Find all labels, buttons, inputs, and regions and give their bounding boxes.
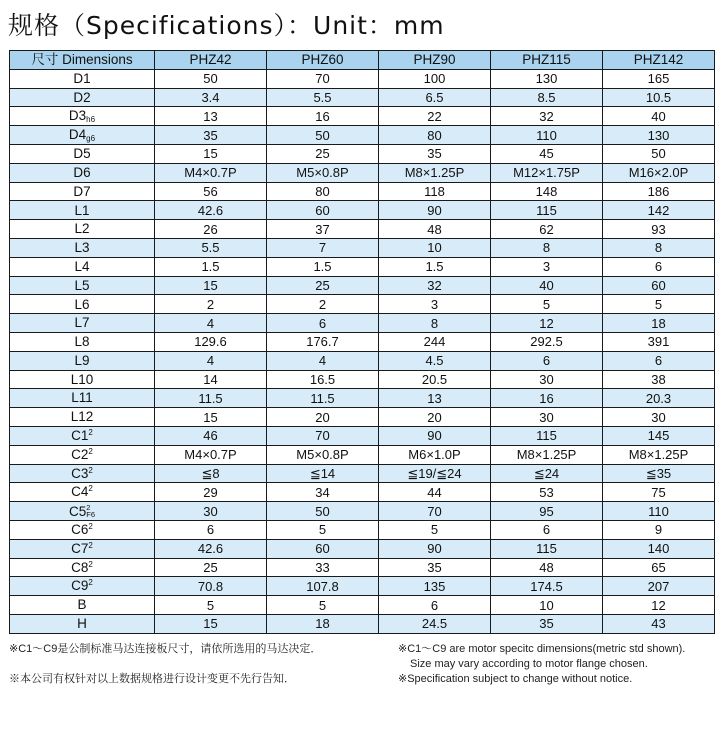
- table-cell: 26: [155, 220, 267, 239]
- table-cell: 24.5: [379, 614, 491, 633]
- table-cell: 50: [155, 69, 267, 88]
- table-cell: M12×1.75P: [491, 163, 603, 182]
- table-cell: 292.5: [491, 332, 603, 351]
- row-label-main: L6: [74, 296, 90, 312]
- table-cell: 100: [379, 69, 491, 88]
- row-label: [10, 577, 155, 596]
- table-cell: 25: [267, 144, 379, 163]
- table-row: [10, 408, 715, 427]
- row-label-main: B: [77, 597, 87, 613]
- column-header-phz115: PHZ115: [491, 51, 603, 70]
- table-cell: ≦19/≦24: [379, 464, 491, 483]
- table-cell: 12: [603, 596, 715, 615]
- table-cell: 90: [379, 539, 491, 558]
- row-label-main: C1: [71, 428, 89, 444]
- row-label-main: L2: [74, 221, 90, 237]
- table-row: [10, 107, 715, 126]
- table-cell: 40: [491, 276, 603, 295]
- table-cell: 2: [155, 295, 267, 314]
- table-cell: ≦14: [267, 464, 379, 483]
- note-motor-plate-en: ※C1～C9 are motor specitc dimensions(metric std shown).: [398, 643, 686, 655]
- table-cell: 60: [603, 276, 715, 295]
- table-row: [10, 295, 715, 314]
- table-cell: 110: [491, 126, 603, 145]
- table-cell: M6×1.0P: [379, 445, 491, 464]
- table-cell: 25: [155, 558, 267, 577]
- row-label-main: L3: [74, 240, 90, 256]
- table-cell: 10: [491, 596, 603, 615]
- row-label-main: D3: [68, 107, 87, 123]
- table-cell: 56: [155, 182, 267, 201]
- table-cell: 90: [379, 426, 491, 445]
- row-label: [10, 370, 155, 389]
- row-label: [10, 107, 155, 126]
- table-cell: 18: [267, 614, 379, 633]
- row-label: [10, 182, 155, 201]
- row-label-main: L1: [74, 202, 90, 218]
- row-label-main: C9: [71, 578, 89, 594]
- row-label-main: D5: [73, 146, 91, 162]
- table-cell: 3: [379, 295, 491, 314]
- row-label-main: L11: [71, 390, 93, 406]
- row-label-main: C7: [71, 540, 89, 556]
- table-cell: M5×0.8P: [267, 163, 379, 182]
- table-cell: 118: [379, 182, 491, 201]
- row-label-main: L12: [70, 409, 94, 425]
- table-cell: 130: [491, 69, 603, 88]
- row-label: [10, 502, 155, 521]
- table-row: [10, 370, 715, 389]
- table-cell: M8×1.25P: [379, 163, 491, 182]
- row-label: [10, 408, 155, 427]
- table-cell: 2: [267, 295, 379, 314]
- table-cell: 70: [267, 426, 379, 445]
- table-cell: 15: [155, 614, 267, 633]
- table-cell: 115: [491, 201, 603, 220]
- row-label: [10, 351, 155, 370]
- table-row: [10, 257, 715, 276]
- table-cell: 10: [379, 238, 491, 257]
- table-cell: ≦24: [491, 464, 603, 483]
- row-label: [10, 314, 155, 333]
- table-cell: 4: [267, 351, 379, 370]
- table-cell: 30: [603, 408, 715, 427]
- table-cell: 60: [267, 201, 379, 220]
- row-label-superscript: 2: [88, 578, 93, 588]
- row-label-main: C4: [71, 484, 89, 500]
- table-cell: 5: [267, 520, 379, 539]
- table-cell: 5: [491, 295, 603, 314]
- table-cell: 33: [267, 558, 379, 577]
- table-cell: 20: [267, 408, 379, 427]
- row-label: [10, 126, 155, 145]
- table-cell: 20.3: [603, 389, 715, 408]
- row-label-main: L8: [74, 334, 90, 350]
- table-cell: 6: [379, 596, 491, 615]
- row-label-superscript: 2: [86, 502, 91, 512]
- table-cell: 6: [603, 257, 715, 276]
- table-cell: 129.6: [155, 332, 267, 351]
- row-label: [10, 539, 155, 558]
- row-label-main: L7: [74, 315, 90, 331]
- row-label-main: D4: [68, 126, 87, 142]
- table-cell: 14: [155, 370, 267, 389]
- table-cell: 165: [603, 69, 715, 88]
- table-cell: 5: [603, 295, 715, 314]
- row-label: [10, 520, 155, 539]
- table-cell: 6: [155, 520, 267, 539]
- row-label: [10, 558, 155, 577]
- row-label-main: D1: [73, 70, 91, 86]
- row-label: [10, 257, 155, 276]
- table-cell: 8: [491, 238, 603, 257]
- row-label: [10, 220, 155, 239]
- table-cell: 20: [379, 408, 491, 427]
- table-cell: 35: [379, 558, 491, 577]
- table-cell: 5: [379, 520, 491, 539]
- table-cell: 22: [379, 107, 491, 126]
- table-cell: 1.5: [267, 257, 379, 276]
- table-row: [10, 163, 715, 182]
- row-label: [10, 614, 155, 633]
- table-cell: 70.8: [155, 577, 267, 596]
- table-cell: 25: [267, 276, 379, 295]
- table-row: [10, 426, 715, 445]
- row-label-main: L5: [74, 277, 90, 293]
- row-label-main: L4: [74, 258, 90, 274]
- table-cell: 186: [603, 182, 715, 201]
- table-cell: 148: [491, 182, 603, 201]
- table-cell: 42.6: [155, 539, 267, 558]
- table-cell: 32: [379, 276, 491, 295]
- table-row: [10, 389, 715, 408]
- table-cell: M4×0.7P: [155, 163, 267, 182]
- row-label-main: C5: [68, 503, 87, 519]
- table-row: [10, 558, 715, 577]
- row-label: [10, 483, 155, 502]
- table-cell: 18: [603, 314, 715, 333]
- table-cell: 6: [267, 314, 379, 333]
- table-cell: 130: [603, 126, 715, 145]
- row-label-superscript: 2: [88, 559, 93, 569]
- row-label-main: C6: [71, 522, 89, 538]
- row-label-superscript: 2: [88, 540, 93, 550]
- row-label-main: L9: [74, 352, 90, 368]
- row-label-main: C2: [71, 446, 89, 462]
- table-cell: 44: [379, 483, 491, 502]
- row-label: [10, 389, 155, 408]
- table-cell: 80: [379, 126, 491, 145]
- table-cell: 16: [491, 389, 603, 408]
- table-cell: 10.5: [603, 88, 715, 107]
- table-cell: 40: [603, 107, 715, 126]
- table-cell: 75: [603, 483, 715, 502]
- table-cell: 145: [603, 426, 715, 445]
- note-motor-plate-cn: ※C1～C9是公制标准马达连接板尺寸，请依所选用的马达决定．: [9, 643, 322, 655]
- table-cell: 29: [155, 483, 267, 502]
- table-cell: 4: [155, 351, 267, 370]
- table-cell: 9: [603, 520, 715, 539]
- column-header-dimensions: 尺寸 Dimensions: [10, 51, 155, 70]
- table-row: [10, 464, 715, 483]
- column-header-phz142: PHZ142: [603, 51, 715, 70]
- row-label: [10, 144, 155, 163]
- table-row: [10, 314, 715, 333]
- table-cell: 80: [267, 182, 379, 201]
- table-cell: 37: [267, 220, 379, 239]
- table-cell: 13: [379, 389, 491, 408]
- table-cell: 38: [603, 370, 715, 389]
- table-cell: 6: [491, 520, 603, 539]
- table-cell: 13: [155, 107, 267, 126]
- table-cell: 115: [491, 426, 603, 445]
- table-cell: 45: [491, 144, 603, 163]
- column-header-phz60: PHZ60: [267, 51, 379, 70]
- table-cell: 16: [267, 107, 379, 126]
- table-row: [10, 520, 715, 539]
- row-label: [10, 88, 155, 107]
- row-label-subscript: F6: [86, 509, 96, 519]
- column-header-phz90: PHZ90: [379, 51, 491, 70]
- table-cell: ≦8: [155, 464, 267, 483]
- table-cell: 20.5: [379, 370, 491, 389]
- row-label: [10, 426, 155, 445]
- table-cell: 50: [267, 126, 379, 145]
- table-cell: 32: [491, 107, 603, 126]
- table-cell: 46: [155, 426, 267, 445]
- note-change-en: ※Specification subject to change without notice.: [398, 673, 633, 685]
- table-cell: 4.5: [379, 351, 491, 370]
- table-row: [10, 445, 715, 464]
- row-label: [10, 464, 155, 483]
- table-cell: 53: [491, 483, 603, 502]
- row-label: [10, 238, 155, 257]
- table-cell: 70: [379, 502, 491, 521]
- table-cell: 8: [603, 238, 715, 257]
- table-cell: 244: [379, 332, 491, 351]
- table-cell: 15: [155, 276, 267, 295]
- table-cell: 6: [603, 351, 715, 370]
- table-cell: 1.5: [379, 257, 491, 276]
- table-cell: 43: [603, 614, 715, 633]
- table-cell: 142: [603, 201, 715, 220]
- row-label-subscript: h6: [86, 114, 96, 124]
- table-cell: 5: [155, 596, 267, 615]
- table-cell: 107.8: [267, 577, 379, 596]
- table-cell: 65: [603, 558, 715, 577]
- table-row: [10, 182, 715, 201]
- table-cell: 48: [379, 220, 491, 239]
- table-row: [10, 596, 715, 615]
- table-cell: 48: [491, 558, 603, 577]
- row-label-main: C3: [71, 465, 89, 481]
- table-cell: 15: [155, 408, 267, 427]
- table-cell: 11.5: [267, 389, 379, 408]
- table-cell: 60: [267, 539, 379, 558]
- table-row: [10, 126, 715, 145]
- specifications-table: [9, 50, 715, 634]
- table-cell: 5.5: [267, 88, 379, 107]
- row-label-subscript: g6: [86, 133, 96, 143]
- table-cell: 174.5: [491, 577, 603, 596]
- table-cell: 11.5: [155, 389, 267, 408]
- row-label: [10, 445, 155, 464]
- table-cell: 90: [379, 201, 491, 220]
- row-label-superscript: 2: [88, 484, 93, 494]
- table-cell: 93: [603, 220, 715, 239]
- row-label-superscript: 2: [88, 428, 93, 438]
- table-row: [10, 539, 715, 558]
- table-cell: 30: [491, 370, 603, 389]
- row-label-superscript: 2: [88, 522, 93, 532]
- table-row: [10, 502, 715, 521]
- row-label-main: D2: [73, 89, 91, 105]
- note-flange-en: Size may vary according to motor flange chosen.: [410, 658, 648, 670]
- row-label: [10, 332, 155, 351]
- table-cell: 3.4: [155, 88, 267, 107]
- table-cell: 4: [155, 314, 267, 333]
- table-cell: M5×0.8P: [267, 445, 379, 464]
- table-cell: 12: [491, 314, 603, 333]
- column-header-phz42: PHZ42: [155, 51, 267, 70]
- table-cell: 3: [491, 257, 603, 276]
- table-cell: 135: [379, 577, 491, 596]
- table-cell: M8×1.25P: [603, 445, 715, 464]
- row-label-main: D6: [73, 164, 91, 180]
- table-cell: 115: [491, 539, 603, 558]
- table-row: [10, 614, 715, 633]
- table-cell: 207: [603, 577, 715, 596]
- row-label-main: D7: [73, 183, 91, 199]
- row-label: [10, 163, 155, 182]
- table-cell: 70: [267, 69, 379, 88]
- table-cell: M8×1.25P: [491, 445, 603, 464]
- table-cell: 110: [603, 502, 715, 521]
- table-row: [10, 351, 715, 370]
- table-cell: M4×0.7P: [155, 445, 267, 464]
- table-cell: 1.5: [155, 257, 267, 276]
- table-header-row: [10, 51, 715, 70]
- table-cell: 42.6: [155, 201, 267, 220]
- row-label: [10, 201, 155, 220]
- table-row: [10, 69, 715, 88]
- row-label: [10, 295, 155, 314]
- table-cell: 6: [491, 351, 603, 370]
- page-title: 规格（Specifications）：Unit：mm: [8, 11, 445, 40]
- table-cell: 35: [379, 144, 491, 163]
- table-row: [10, 220, 715, 239]
- table-row: [10, 238, 715, 257]
- table-row: [10, 276, 715, 295]
- row-label: [10, 276, 155, 295]
- table-cell: 30: [155, 502, 267, 521]
- table-cell: 34: [267, 483, 379, 502]
- table-body: [10, 69, 715, 633]
- table-cell: 30: [491, 408, 603, 427]
- table-cell: 15: [155, 144, 267, 163]
- table-cell: 35: [491, 614, 603, 633]
- table-cell: 50: [267, 502, 379, 521]
- row-label-main: L10: [70, 371, 94, 387]
- table-cell: ≦35: [603, 464, 715, 483]
- table-row: [10, 577, 715, 596]
- table-cell: 95: [491, 502, 603, 521]
- row-label-main: C8: [71, 559, 89, 575]
- row-label-superscript: 2: [88, 465, 93, 475]
- table-row: [10, 144, 715, 163]
- table-cell: 140: [603, 539, 715, 558]
- table-cell: 176.7: [267, 332, 379, 351]
- table-row: [10, 332, 715, 351]
- table-row: [10, 88, 715, 107]
- table-cell: M16×2.0P: [603, 163, 715, 182]
- table-cell: 5.5: [155, 238, 267, 257]
- table-cell: 50: [603, 144, 715, 163]
- note-change-cn: ※本公司有权针对以上数据规格进行设计变更不先行告知．: [9, 673, 295, 685]
- row-label: [10, 69, 155, 88]
- table-row: [10, 201, 715, 220]
- table-cell: 6.5: [379, 88, 491, 107]
- row-label-superscript-subscript: [86, 504, 95, 518]
- table-cell: 8.5: [491, 88, 603, 107]
- table-cell: 16.5: [267, 370, 379, 389]
- row-label-superscript: 2: [88, 446, 93, 456]
- table-cell: 8: [379, 314, 491, 333]
- row-label-main: H: [77, 616, 87, 632]
- table-cell: 35: [155, 126, 267, 145]
- table-cell: 391: [603, 332, 715, 351]
- table-row: [10, 483, 715, 502]
- table-cell: 62: [491, 220, 603, 239]
- table-cell: 7: [267, 238, 379, 257]
- table-cell: 5: [267, 596, 379, 615]
- row-label: [10, 596, 155, 615]
